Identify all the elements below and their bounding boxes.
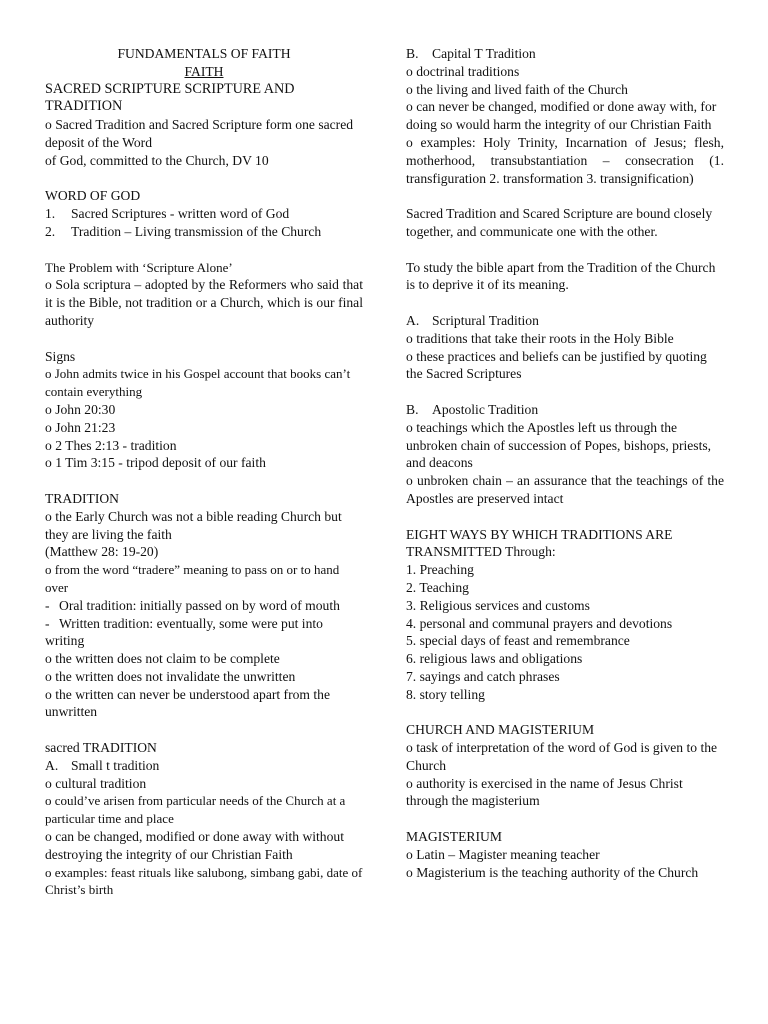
paragraph: o from the word “tradere” meaning to pass on or to hand over [45,562,340,595]
subheading: B. Capital T Tradition [406,46,536,61]
list-item: 7. sayings and catch phrases [406,668,560,684]
paragraph: o examples: Holy Trinity, Incarnation of Jesus; flesh, motherhood, transubstantiation – consecration (1. transfiguration 2. transformation 3. transignification) [406,134,724,186]
list-item: 2. Tradition – Living transmission of the Church [45,223,322,239]
list-item: 3. Religious services and customs [406,597,590,613]
heading-word-of-god: WORD OF GOD [45,188,141,204]
paragraph: o the written does not claim to be complete [45,651,280,667]
paragraph: o the Early Church was not a bible reading Church but they are living the faith [45,508,342,542]
list-item: - Oral tradition: initially passed on by word of mouth [45,597,340,613]
right-column [406,45,724,881]
faith-subtitle: FAITH [184,63,224,79]
paragraph: o Latin – Magister meaning teacher [406,846,600,862]
subheading: A. Scriptural Tradition [406,312,539,328]
paragraph: o John admits twice in his Gospel account that books can’t contain everything [45,366,351,400]
list-item: - Written tradition: eventually, some were put into writing [45,615,323,649]
paragraph: o could’ve arisen from particular needs of the Church at a particular time and place [45,793,346,827]
list-item: 2. Teaching [406,579,469,595]
list-item: 1. Sacred Scriptures - written word of God [45,206,290,222]
paragraph: o the living and lived faith of the Church [406,81,628,97]
paragraph: o task of interpretation of the word of God is given to the Church [406,740,718,773]
paragraph: (Matthew 28: 19-20) [45,544,159,560]
heading-tradition: TRADITION [45,490,119,506]
left-column [45,45,363,899]
paragraph: o traditions that take their roots in the Holy Bible [406,330,674,346]
paragraph: o authority is exercised in the name of Jesus Christ through the magisterium [406,775,683,809]
list-item: 1. Preaching [406,562,474,578]
list-item: o John 21:23 [45,419,116,435]
paragraph: o Sola scriptura – adopted by the Reformers who said that it is the Bible, not tradition or a Church, which is our final authority [45,277,363,328]
paragraph: To study the bible apart from the Tradition of the Church is to deprive it of its meaning. [406,259,716,293]
subheading: A. Small t tradition [45,757,160,773]
paragraph: o teachings which the Apostles left us through the unbroken chain of succession of Popes, bishops, priests, and deacons [406,419,712,471]
paragraph: o Sacred Tradition and Sacred Scripture form one sacred deposit of the Word [45,117,354,150]
heading-eight-ways-2: TRANSMITTED Through: [406,544,556,560]
heading-problem: The Problem with ‘Scripture Alone’ [45,259,233,275]
paragraph: o cultural tradition [45,775,147,791]
paragraph: Sacred Tradition and Scared Scripture are bound closely together, and communicate one with the other. [406,206,713,239]
paragraph: o examples: feast rituals like salubong, simbang gabi, date of Christ’s birth [45,864,363,898]
heading-magisterium: MAGISTERIUM [406,829,502,845]
list-item: 6. religious laws and obligations [406,651,583,667]
paragraph: of God, committed to the Church, DV 10 [45,152,269,168]
list-item: 8. story telling [406,686,485,702]
list-item: o 1 Tim 3:15 - tripod deposit of our faith [45,455,266,471]
doc-subtitle [45,63,363,81]
heading-signs: Signs [45,348,76,364]
list-item: 5. special days of feast and remembrance [406,633,630,649]
paragraph: o can be changed, modified or done away with without destroying the integrity of our Christian Faith [45,829,344,862]
paragraph: o the written can never be understood apart from the unwritten [45,686,330,720]
paragraph: o unbroken chain – an assurance that the teachings of the Apostles are preserved intact [406,473,724,506]
heading-scripture-tradition: SACRED SCRIPTURE SCRIPTURE AND TRADITION [45,80,295,115]
paragraph: o Magisterium is the teaching authority of the Church [406,864,699,880]
list-item: o 2 Thes 2:13 - tradition [45,437,177,453]
heading-church-magisterium: CHURCH AND MAGISTERIUM [406,722,595,738]
paragraph: o the written does not invalidate the unwritten [45,668,296,684]
heading-sacred-tradition: sacred TRADITION [45,740,157,756]
heading-eight-ways: EIGHT WAYS BY WHICH TRADITIONS ARE [406,526,673,542]
list-item: 4. personal and communal prayers and devotions [406,615,673,631]
subheading: B. Apostolic Tradition [406,401,539,417]
paragraph: o these practices and beliefs can be justified by quoting the Sacred Scriptures [406,348,707,382]
doc-title: FUNDAMENTALS OF FAITH [117,46,291,61]
paragraph: o can never be changed, modified or done away with, for doing so would harm the integrity of our Christian Faith [406,99,717,133]
list-item: o John 20:30 [45,401,116,417]
paragraph: o doctrinal traditions [406,63,520,79]
